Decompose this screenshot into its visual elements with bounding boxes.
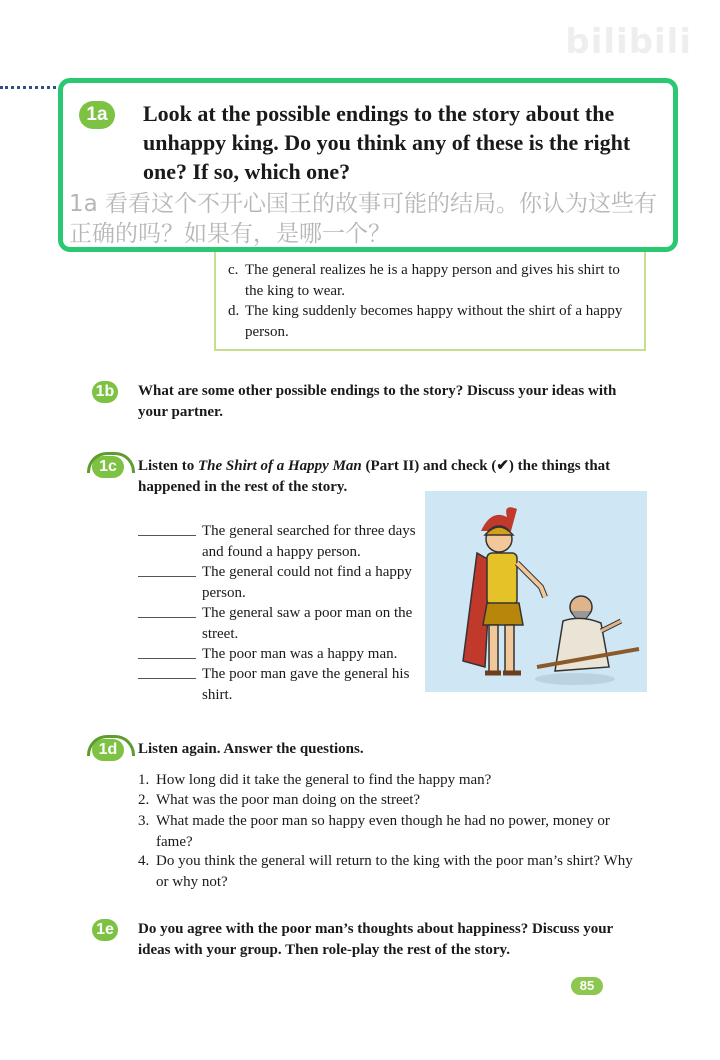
check-item — [138, 521, 418, 562]
instruction-1d: Listen again. Answer the questions. — [138, 741, 364, 757]
ending-text: The king suddenly becomes happy without the shirt of a happy person. — [245, 303, 623, 340]
check-item-text: The general searched for three days and found a happy person. — [202, 523, 416, 560]
instruction-1b: What are some other possible endings to the story? Discuss your ideas with your partner. — [138, 383, 617, 420]
question-text: What was the poor man doing on the street? — [156, 792, 421, 808]
story-title: The Shirt of a Happy Man — [198, 458, 362, 474]
check-item-text: The general saw a poor man on the street. — [202, 605, 413, 642]
answer-blank[interactable] — [138, 535, 196, 536]
question-text: What made the poor man so happy even though he had no power, money or fame? — [156, 813, 610, 850]
question-item — [138, 811, 638, 852]
check-item — [138, 603, 418, 644]
ending-item — [228, 260, 628, 301]
ending-letter: c. — [228, 262, 239, 278]
question-1a: Look at the possible endings to the story about the unhappy king. Do you think any of these is the right one? If so, which one? — [143, 101, 631, 184]
answer-blank[interactable] — [138, 678, 196, 679]
section-label-1b: 1b — [92, 381, 118, 403]
check-item — [138, 664, 418, 705]
check-item — [138, 562, 418, 603]
check-item — [138, 644, 418, 665]
question-number: 4. — [138, 853, 150, 869]
endings-box — [214, 238, 646, 351]
section-label-1d: 1d — [92, 739, 124, 761]
decorative-dotted-line — [0, 86, 62, 89]
question-number: 3. — [138, 813, 150, 829]
question-text: Do you think the general will return to the king with the poor man’s shirt? Why or why not? — [156, 853, 633, 890]
check-item-text: The general could not find a happy person. — [202, 564, 412, 601]
question-item — [138, 770, 638, 791]
instruction-1e: Do you agree with the poor man’s thoughts about happiness? Discuss your ideas with your group. Then role-play the rest of the story. — [138, 921, 613, 958]
section-label-1a: 1a — [79, 101, 115, 129]
instruction-1c-prefix: Listen to — [138, 458, 198, 474]
watermark-logo: bilibili — [565, 22, 692, 62]
section-label-1e: 1e — [92, 919, 118, 941]
chinese-translation: 1a 看看这个不开心国王的故事可能的结局。你认为这些有正确的吗？如果有，是哪一个？ — [69, 191, 658, 247]
ending-letter: d. — [228, 303, 240, 319]
ending-item — [228, 301, 628, 342]
general-and-poor-man-illustration — [425, 491, 647, 692]
answer-blank[interactable] — [138, 617, 196, 618]
ending-text: The general realizes he is a happy person and gives his shirt to the king to wear. — [245, 262, 620, 299]
question-item — [138, 790, 638, 811]
check-item-text: The poor man gave the general his shirt. — [202, 666, 410, 703]
question-text: How long did it take the general to find the happy man? — [156, 772, 492, 788]
section-label-1c: 1c — [92, 456, 124, 478]
answer-blank[interactable] — [138, 576, 196, 577]
page-number: 85 — [571, 977, 603, 995]
answer-blank[interactable] — [138, 658, 196, 659]
question-number: 1. — [138, 772, 150, 788]
instruction-1c-suffix: (Part II) and check (✔) the things that happened in the rest of the story. — [138, 458, 611, 495]
check-item-text: The poor man was a happy man. — [202, 646, 398, 662]
question-number: 2. — [138, 792, 150, 808]
subtitle-overlay — [58, 78, 678, 252]
question-item — [138, 851, 638, 892]
